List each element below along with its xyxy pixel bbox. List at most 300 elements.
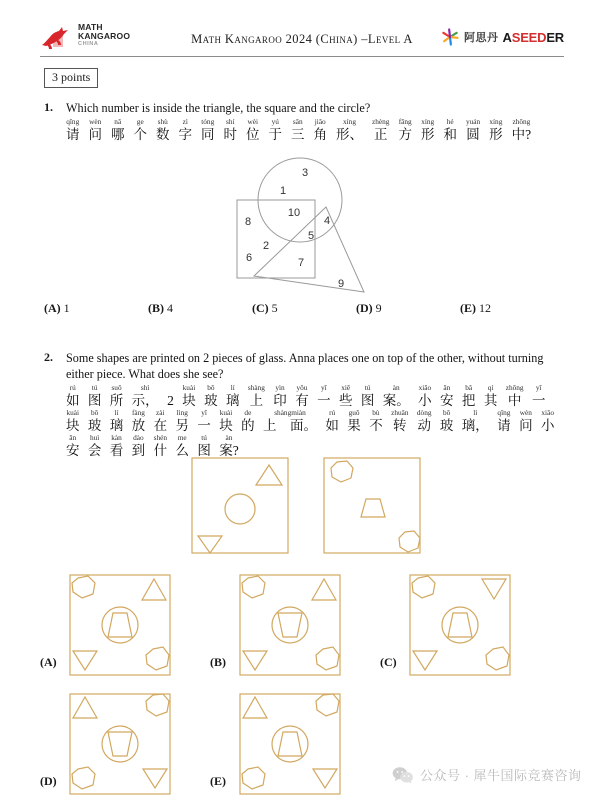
question-2 <box>44 350 564 459</box>
pinyin: shàngmiàn <box>274 408 306 417</box>
option-key: (D) <box>356 301 373 315</box>
chinese-cell <box>484 384 498 409</box>
option-frame <box>240 694 340 794</box>
pinyin: àn <box>225 433 233 442</box>
triangle-down-icon <box>413 651 437 670</box>
pinyin: fàng <box>131 408 145 417</box>
trapezoid-up-icon <box>108 613 132 637</box>
question-1-option-c[interactable] <box>252 301 356 316</box>
chinese-cell <box>291 118 305 143</box>
option-a-figure <box>68 573 172 677</box>
chinese-row <box>66 118 564 143</box>
chinese-cell <box>110 434 124 459</box>
option-d-figure <box>68 692 172 796</box>
chinese-cell <box>347 409 361 434</box>
chinese-cell <box>204 384 218 409</box>
hanzi: 把 <box>461 393 476 408</box>
hanzi: 案。 <box>382 393 410 408</box>
chinese-cell <box>248 384 265 409</box>
question-2-option-d[interactable] <box>40 692 172 796</box>
pinyin: lí <box>230 383 235 392</box>
hanzi: 上 <box>249 393 264 408</box>
hanzi: 玻 <box>439 418 454 433</box>
hanzi: 个 <box>133 127 147 142</box>
watermark <box>392 765 582 784</box>
hanzi: 角 <box>313 127 327 142</box>
hanzi: 中 <box>507 393 522 408</box>
pinyin: tú <box>364 383 371 392</box>
chinese-cell <box>66 384 80 409</box>
pinyin: yuán <box>465 117 481 126</box>
triangle-down-icon <box>143 769 167 788</box>
pinyin: kuài <box>182 383 196 392</box>
heptagon-icon <box>316 694 339 716</box>
chinese-cell <box>154 434 168 459</box>
pinyin: xiǎo <box>418 383 432 392</box>
pinyin: yìn <box>275 383 285 392</box>
chinese-cell <box>512 118 532 143</box>
pinyin: bō <box>207 383 215 392</box>
hanzi: 同 <box>201 127 215 142</box>
pinyin: wèi <box>247 117 259 126</box>
pinyin: yī <box>320 383 327 392</box>
hanzi: 小 <box>418 393 432 408</box>
chinese-cell <box>66 434 80 459</box>
hanzi: 玻 <box>204 393 218 408</box>
triangle-down-icon <box>198 536 222 553</box>
hanzi: 一 <box>317 393 331 408</box>
pinyin: lí <box>114 408 119 417</box>
hanzi: 于 <box>268 127 282 142</box>
aseeder-star-icon <box>440 27 460 47</box>
chinese-cell <box>224 118 238 143</box>
chinese-cell <box>506 384 524 409</box>
heptagon-icon <box>72 576 95 598</box>
option-value: 12 <box>479 301 491 315</box>
hanzi: 块 <box>219 418 233 433</box>
chinese-cell <box>317 384 331 409</box>
pinyin: bù <box>372 408 380 417</box>
chinese-cell <box>489 118 503 143</box>
hanzi: 动 <box>417 418 431 433</box>
chinese-cell <box>462 409 489 434</box>
hanzi: 2 <box>167 393 174 408</box>
pinyin: ān <box>443 383 451 392</box>
hanzi: 小 <box>540 418 555 433</box>
figure-number: 2 <box>262 240 270 252</box>
chinese-cell <box>383 384 410 409</box>
question-2-option-c[interactable] <box>380 573 512 677</box>
hanzi: 位 <box>246 127 260 142</box>
question-1-english: Which number is inside the triangle, the square and the circle? <box>66 101 371 115</box>
heptagon-icon <box>72 767 95 789</box>
triangle-up-icon <box>73 697 97 718</box>
heptagon-icon <box>242 767 265 789</box>
triangle-up-icon <box>312 579 336 600</box>
circle-icon <box>225 494 255 524</box>
pinyin: shí <box>225 117 235 126</box>
figure-numbers <box>245 167 344 290</box>
pinyin: tóng <box>201 117 215 126</box>
figure-number: 10 <box>287 207 301 219</box>
hanzi: 问 <box>88 127 102 142</box>
chinese-cell <box>197 409 211 434</box>
hanzi: 中? <box>511 127 532 142</box>
hanzi: 图 <box>197 443 211 458</box>
hanzi: 印 <box>273 393 287 408</box>
chinese-cell <box>134 118 148 143</box>
chinese-cell <box>241 409 255 434</box>
chinese-cell <box>391 409 408 434</box>
option-value: 1 <box>63 301 70 315</box>
hanzi: 哪 <box>111 127 125 142</box>
chinese-cell <box>541 409 555 434</box>
hanzi: 上 面。 <box>263 418 318 433</box>
chinese-cell <box>519 409 533 434</box>
figure-number: 7 <box>297 257 305 269</box>
option-a-label: (A) <box>40 655 57 669</box>
pinyin: kàn <box>111 433 122 442</box>
pinyin: xíng <box>489 117 503 126</box>
hanzi: 案? <box>219 443 239 458</box>
chinese-cell <box>314 118 328 143</box>
option-value: 4 <box>167 301 173 315</box>
pinyin: zhèng <box>372 117 390 126</box>
chinese-cell <box>156 118 170 143</box>
trapezoid-icon <box>361 499 385 517</box>
trapezoid-down-icon <box>278 613 302 637</box>
question-1-options <box>44 301 564 316</box>
hanzi: 请 <box>497 418 511 433</box>
hanzi: 图 <box>87 393 102 408</box>
watermark-text: 公众号 · 犀牛国际竞赛咨询 <box>420 768 582 783</box>
pinyin: àn <box>392 383 400 392</box>
hanzi: 块 <box>66 418 80 433</box>
trapezoid-down-icon <box>108 732 132 756</box>
trapezoid-up-icon <box>448 613 472 637</box>
heptagon-icon <box>399 531 420 552</box>
chinese-cell <box>88 384 102 409</box>
triangle-down-icon <box>243 651 267 670</box>
option-value: 5 <box>271 301 278 315</box>
hanzi: 方 <box>398 127 412 142</box>
question-2-number: 2. <box>44 350 53 364</box>
option-b-figure <box>238 573 342 677</box>
chinese-cell <box>110 409 124 434</box>
triangle-down-icon <box>482 579 506 599</box>
chinese-cell <box>226 384 240 409</box>
chinese-cell <box>417 409 432 434</box>
chinese-cell <box>246 118 260 143</box>
points-badge: 3 points <box>44 68 98 88</box>
hanzi: 么 <box>175 443 189 458</box>
option-c-figure <box>408 573 512 677</box>
question-2-option-e[interactable] <box>210 692 342 796</box>
option-value: 9 <box>375 301 382 315</box>
chinese-row <box>66 409 564 434</box>
hanzi: 形 <box>420 127 435 142</box>
chinese-cell <box>440 384 454 409</box>
option-e-label: (E) <box>210 774 226 788</box>
aseeder-wordmark-a: A <box>502 29 512 45</box>
chinese-cell <box>497 409 511 434</box>
pinyin: guǒ <box>348 408 360 417</box>
hanzi: 其 <box>483 393 498 408</box>
triangle-up-icon <box>256 465 282 485</box>
hanzi: 请 <box>66 127 80 142</box>
pinyin: qǐng <box>66 117 80 126</box>
kangaroo-logo-line3: CHINA <box>78 41 99 47</box>
pinyin: shù <box>157 117 168 126</box>
pinyin: wèn <box>519 408 532 417</box>
option-frame <box>240 575 340 675</box>
pinyin: rú <box>69 383 76 392</box>
hanzi: 问 <box>519 418 533 433</box>
pinyin: sān <box>292 117 303 126</box>
pinyin: yī <box>535 383 542 392</box>
figure-number: 9 <box>337 278 345 290</box>
pinyin: yú <box>271 117 279 126</box>
hanzi: 图 <box>360 393 375 408</box>
chinese-cell <box>421 118 435 143</box>
pinyin: tú <box>91 383 98 392</box>
figure-number: 8 <box>244 216 252 228</box>
question-1-number: 1. <box>44 100 53 114</box>
figure-number: 6 <box>245 252 253 264</box>
chinese-cell <box>443 118 457 143</box>
heptagon-icon <box>412 576 435 598</box>
heptagon-icon <box>316 647 339 670</box>
pinyin: ge <box>136 117 144 126</box>
question-2-chinese <box>66 384 564 459</box>
pinyin: zhuǎn <box>391 408 409 417</box>
chinese-cell <box>175 434 189 459</box>
kangaroo-logo-line2: KANGAROO <box>78 30 131 41</box>
figure-number: 1 <box>279 185 287 197</box>
triangle-shape <box>254 207 364 292</box>
hanzi: 玻 <box>87 418 102 433</box>
question-1-figure <box>222 150 412 296</box>
heptagon-icon <box>331 461 353 482</box>
hanzi: 些 <box>338 393 353 408</box>
hanzi: 的 <box>241 418 255 433</box>
chinese-cell <box>263 409 317 434</box>
chinese-cell <box>269 118 283 143</box>
trapezoid-up-icon <box>278 732 302 756</box>
pinyin: bǎ <box>465 383 473 392</box>
pinyin: lí <box>473 408 478 417</box>
figure-number: 4 <box>323 215 331 227</box>
glass-piece-2-frame <box>324 458 420 553</box>
pinyin: dào <box>133 433 144 442</box>
chinese-cell <box>110 384 124 409</box>
hanzi: 璃， <box>461 418 489 433</box>
chinese-cell <box>219 409 233 434</box>
pinyin: ān <box>69 433 77 442</box>
pinyin: tú <box>201 433 207 442</box>
option-frame <box>410 575 510 675</box>
aseeder-wordmark-mid: SEED <box>511 29 547 45</box>
triangle-up-icon <box>142 579 166 600</box>
hanzi: 在 <box>153 418 168 433</box>
hanzi: 璃 <box>109 418 124 433</box>
pinyin: xiē <box>341 383 351 392</box>
hanzi: 时 <box>223 127 237 142</box>
figure-number: 5 <box>307 230 315 242</box>
hanzi: 到 <box>131 443 146 458</box>
question-2-english-line1: Some shapes are printed on 2 pieces of glass. Anna places one on top of the other, without turning <box>66 351 544 365</box>
pinyin: hé <box>446 117 454 126</box>
chinese-cell <box>88 409 102 434</box>
question-2-option-b[interactable] <box>210 573 342 677</box>
hanzi: 璃 <box>225 393 240 408</box>
figure-number: 3 <box>301 167 309 179</box>
pinyin: jiǎo <box>314 117 326 126</box>
pinyin: wèn <box>89 117 102 126</box>
hanzi: 块 <box>182 393 196 408</box>
hanzi: 数 <box>156 127 170 142</box>
hanzi: 一 <box>531 393 546 408</box>
pinyin: shàng <box>247 383 265 392</box>
pinyin: xíng <box>343 117 356 126</box>
question-2-option-a[interactable] <box>40 573 172 677</box>
heptagon-icon <box>486 647 509 670</box>
chinese-cell <box>532 384 546 409</box>
hanzi: 安 <box>66 443 80 458</box>
pinyin: yī <box>201 408 207 417</box>
pinyin: zhōng <box>505 383 524 392</box>
pinyin: zì <box>182 117 188 126</box>
question-2-english-line2: either piece. What does she see? <box>66 367 224 381</box>
chinese-cell <box>295 384 309 409</box>
question-2-glass-pieces <box>190 455 422 555</box>
question-1-option-a[interactable] <box>44 301 148 316</box>
hanzi: 形 <box>489 127 503 142</box>
chinese-cell <box>167 384 174 409</box>
aseeder-wordmark <box>503 30 564 45</box>
hanzi: 形、 <box>336 127 363 142</box>
pinyin: kuài <box>66 408 80 417</box>
hanzi: 不 <box>369 418 383 433</box>
chinese-cell <box>440 409 454 434</box>
pinyin: huì <box>89 433 100 442</box>
question-1-option-d[interactable] <box>356 301 460 316</box>
hanzi: 三 <box>291 127 305 142</box>
shapes-overlap-diagram <box>222 150 412 296</box>
chinese-cell <box>273 384 287 409</box>
triangle-down-icon <box>73 651 97 670</box>
aseeder-wordmark-end: ER <box>546 29 564 45</box>
pinyin: shén <box>153 433 167 442</box>
heptagon-icon <box>146 694 169 716</box>
hanzi: 示， <box>131 393 159 408</box>
pinyin: lìng <box>176 408 188 417</box>
kangaroo-logo-line1: MATH <box>78 22 103 32</box>
pinyin: shì <box>140 383 150 392</box>
option-key: (C) <box>252 301 269 315</box>
hanzi: 正 <box>373 127 388 142</box>
option-key: (E) <box>460 301 476 315</box>
pinyin: kuài <box>219 408 233 417</box>
chinese-cell <box>339 384 353 409</box>
option-frame <box>70 575 170 675</box>
hanzi: 看 <box>109 443 124 458</box>
question-1-option-e[interactable] <box>460 301 564 316</box>
hanzi: 放 <box>131 418 146 433</box>
triangle-down-icon <box>313 769 337 788</box>
triangle-up-icon <box>243 697 267 718</box>
pinyin: yǒu <box>296 383 308 392</box>
pinyin: xíng <box>421 117 435 126</box>
chinese-cell <box>154 409 168 434</box>
question-1 <box>44 100 564 143</box>
question-1-option-b[interactable] <box>148 301 252 316</box>
hanzi: 所 <box>109 393 124 408</box>
hanzi: 另 <box>175 418 189 433</box>
chinese-cell <box>418 384 432 409</box>
pinyin: xiǎo <box>541 408 554 417</box>
pinyin: bō <box>442 408 451 417</box>
hanzi: 一 <box>197 418 211 433</box>
chinese-cell <box>369 409 383 434</box>
chinese-cell <box>398 118 412 143</box>
hanzi: 字 <box>178 127 192 142</box>
heptagon-icon <box>242 576 265 598</box>
hanzi: 如 <box>66 393 80 408</box>
hanzi: 安 <box>440 393 454 408</box>
chinese-cell <box>182 384 196 409</box>
pinyin: zài <box>156 408 165 417</box>
pinyin: de <box>244 408 252 417</box>
option-frame <box>70 694 170 794</box>
chinese-cell <box>462 384 476 409</box>
chinese-cell <box>88 434 102 459</box>
chinese-cell <box>372 118 389 143</box>
option-e-figure <box>238 692 342 796</box>
chinese-cell <box>111 118 125 143</box>
chinese-cell <box>179 118 193 143</box>
chinese-cell <box>325 409 339 434</box>
chinese-cell <box>89 118 103 143</box>
aseeder-logo <box>440 26 564 48</box>
pinyin: qǐng <box>497 408 511 417</box>
pinyin: suǒ <box>111 383 122 392</box>
chinese-cell <box>132 434 146 459</box>
aseeder-chinese-name: 阿思丹 <box>464 32 499 44</box>
option-d-label: (D) <box>40 774 57 788</box>
chinese-cell <box>132 384 159 409</box>
pinyin: fāng <box>398 117 412 126</box>
chinese-row <box>66 384 564 409</box>
hanzi: 如 <box>325 418 339 433</box>
option-b-label: (B) <box>210 655 226 669</box>
pinyin: rú <box>329 408 336 417</box>
pinyin: nǎ <box>114 117 122 126</box>
hanzi: 会 <box>87 443 102 458</box>
option-key: (A) <box>44 301 61 315</box>
pinyin: zhōng <box>512 117 531 126</box>
hanzi: 什 <box>153 443 168 458</box>
pinyin: bō <box>90 408 99 417</box>
chinese-cell <box>66 118 80 143</box>
wechat-icon <box>392 766 414 784</box>
hanzi: 和 <box>443 127 457 142</box>
option-key: (B) <box>148 301 164 315</box>
chinese-cell <box>361 384 375 409</box>
chinese-cell <box>336 118 363 143</box>
chinese-cell <box>201 118 215 143</box>
page-title: Math Kangaroo 2024 (China) –Level A <box>191 32 413 46</box>
